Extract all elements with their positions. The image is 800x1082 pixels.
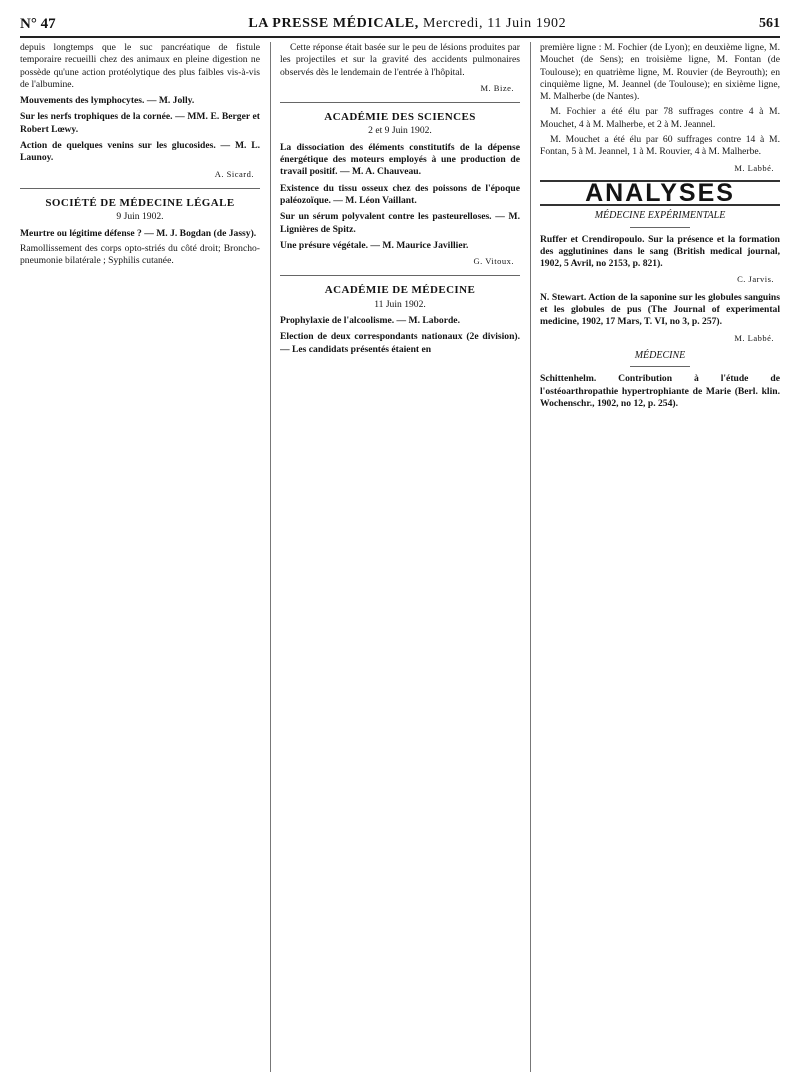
signature: M. Labbé. xyxy=(734,332,774,343)
signature: G. Vitoux. xyxy=(473,256,514,267)
section-subtitle: MÉDECINE EXPÉRIMENTALE xyxy=(594,210,726,222)
issue-number: N° 47 xyxy=(20,15,56,32)
signature: M. Bize. xyxy=(480,82,514,93)
article-heading: Schittenhelm. Contribution à l'étude de l'ostéoarthropathie hypertrophiante de Marie (Berl. klin. Wochenschr., 1902, no 12, p. 254). xyxy=(540,373,780,409)
signature: M. Labbé. xyxy=(734,162,774,173)
issue-date: Mercredi, 11 Juin 1902 xyxy=(422,16,567,31)
section-title: SOCIÉTÉ DE MÉDECINE LÉGALE xyxy=(20,188,260,209)
column-2 xyxy=(280,42,520,1072)
divider xyxy=(630,366,690,367)
page-header xyxy=(20,12,780,38)
column-1 xyxy=(20,42,260,1072)
journal-title xyxy=(248,16,566,32)
article-heading: Une présure végétale. — M. Maurice Javillier. xyxy=(280,239,469,251)
column-3 xyxy=(540,42,780,1072)
section-date: 9 Juin 1902. xyxy=(116,211,164,223)
article-heading: Sur les nerfs trophiques de la cornée. — MM. E. Berger et Robert Lœwy. xyxy=(20,111,260,135)
section-title: ACADÉMIE DES SCIENCES xyxy=(280,102,520,123)
paragraph: depuis longtemps que le suc pancréatique de fistule temporaire recueilli chez des animaux en pleine digestion ne possède qu'une action protéolytique des plus faibles vis-à-vis de l'albumine. xyxy=(20,42,260,90)
signature: A. Sicard. xyxy=(214,168,254,179)
signature: C. Jarvis. xyxy=(737,274,774,285)
paragraph: Cette réponse était basée sur le peu de lésions produites par les projectiles et sur la gravité des accidents pulmonaires observés dès le lendemain de l'entrée à l'hôpital. xyxy=(280,42,520,78)
article-heading: Sur un sérum polyvalent contre les pasteurelloses. — M. Lignières de Spitz. xyxy=(280,211,520,235)
divider xyxy=(630,227,690,228)
section-date: 11 Juin 1902. xyxy=(374,298,426,310)
paragraph: Ramollissement des corps opto-striés du côté droit; Broncho-pneumonie bilatérale ; Syphilis cutanée. xyxy=(20,242,260,267)
paragraph: M. Fochier a été élu par 78 suffrages contre 4 à M. Mouchet, 4 à M. Malherbe, et 2 à M. Jeannel. xyxy=(540,106,780,130)
article-heading: Meurtre ou légitime défense ? — M. J. Bogdan (de Jassy). xyxy=(20,227,257,239)
article-heading: Election de deux correspondants nationaux (2e division). — Les candidats présentés étaient en xyxy=(280,331,520,355)
section-subtitle: MÉDECINE xyxy=(634,349,686,361)
section-title: ACADÉMIE DE MÉDECINE xyxy=(280,275,520,296)
article-heading: Action de quelques venins sur les glucosides. — M. L. Launoy. xyxy=(20,140,260,164)
paragraph: M. Mouchet a été élu par 60 suffrages contre 14 à M. Fontan, 5 à M. Jeannel, 1 à M. Rouvier, 4 à M. Malherbe. xyxy=(540,134,780,158)
article-heading: La dissociation des éléments constitutifs de la dépense énergétique des moteurs employés à une production de travail positif. — M. A. Chauveau. xyxy=(280,141,520,178)
analyses-title: ANALYSES xyxy=(540,180,780,206)
article-heading: Existence du tissu osseux chez des poissons de l'époque paléozoïque. — M. Léon Vaillant. xyxy=(280,182,520,206)
column-divider xyxy=(530,42,531,1072)
journal-name: LA PRESSE MÉDICALE, xyxy=(248,16,419,31)
article-heading: N. Stewart. Action de la saponine sur les globules sanguins et les globules de pus (The Journal of experimental medicine, 1902, 17 Mars, T. VI, no 3, p. 257). xyxy=(540,291,780,328)
paragraph: première ligne : M. Fochier (de Lyon); en deuxième ligne, M. Mouchet (de Sens); en troisième ligne, M. Fontan (de Toulouse); en quatrième ligne, M. Rouvier (de Beyrouth); en cinquième ligne, M. Jeannel (de Toulouse); en sixième ligne, M. Malherbe (de Nantes). xyxy=(540,42,780,103)
article-heading: Prophylaxie de l'alcoolisme. — M. Laborde. xyxy=(280,315,460,327)
column-divider xyxy=(270,42,271,1072)
article-heading: Ruffer et Crendiropoulo. Sur la présence et la formation des agglutinines dans le sang (British medical journal, 1902, 5 Avril, no 2153, p. 821). xyxy=(540,233,780,270)
page-number: 561 xyxy=(759,16,780,31)
section-date: 2 et 9 Juin 1902. xyxy=(368,125,432,137)
article-heading: Mouvements des lymphocytes. — M. Jolly. xyxy=(20,95,195,107)
